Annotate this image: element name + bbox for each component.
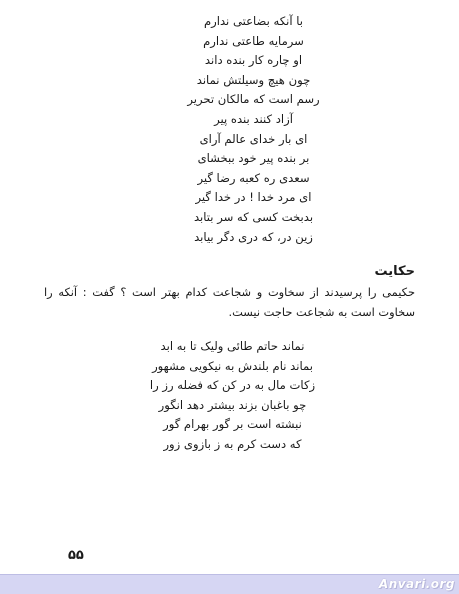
- poem-block-2: [0, 337, 459, 454]
- poem-line: نبشته است بر گور بهرام گور: [163, 417, 302, 431]
- footer-bar: [0, 574, 459, 594]
- poem-block-1: [0, 12, 459, 247]
- poem-line: با آنکه بضاعتی ندارم: [203, 14, 304, 28]
- poem-line: آزاد کنند بنده پیر: [214, 111, 293, 126]
- poem-line: چو باغبان بزند بیشتر دهد انگور: [158, 397, 307, 412]
- poem-line: رسم است که مالکان تحریر: [187, 92, 320, 107]
- poem-line: بدبخت کسی که سر بتابد: [193, 209, 314, 224]
- poem-line: ای مرد خدا ! در خدا گیر: [195, 190, 312, 205]
- poem-line: نماند حاتم طائی ولیک تا به ابد: [160, 339, 305, 353]
- poem-line: ای بار خدای عالم آرای: [199, 131, 308, 146]
- page-number: ۵۵: [68, 548, 84, 563]
- poem-line: زکات مال به در کن که فضله رز را: [149, 378, 316, 392]
- story-paragraph: حکیمی را پرسیدند از سخاوت و شجاعت کدام بهتر است ؟ گفت : آنکه را سخاوت است به شجاعت حاجت نیست.: [44, 285, 415, 319]
- poem-line: که دست کرم به ز بازوی زور: [163, 436, 302, 451]
- poem-line: بماند نام بلندش به نیکویی مشهور: [152, 358, 313, 373]
- section-heading: حکایت: [374, 264, 415, 279]
- poem-line: سرمایه طاعتی ندارم: [203, 33, 304, 48]
- poem-line: زین در، که دری دگر بیابد: [194, 229, 313, 244]
- poem-line: سعدی ره کعبه رضا گیر: [197, 170, 310, 185]
- poem-line: چون هیچ وسیلتش نماند: [196, 72, 311, 87]
- poem-line: او چاره کار بنده داند: [204, 53, 303, 68]
- poem-line: بر بنده پیر خود ببخشای: [197, 151, 310, 166]
- watermark-logo: Anvari.org: [378, 577, 455, 591]
